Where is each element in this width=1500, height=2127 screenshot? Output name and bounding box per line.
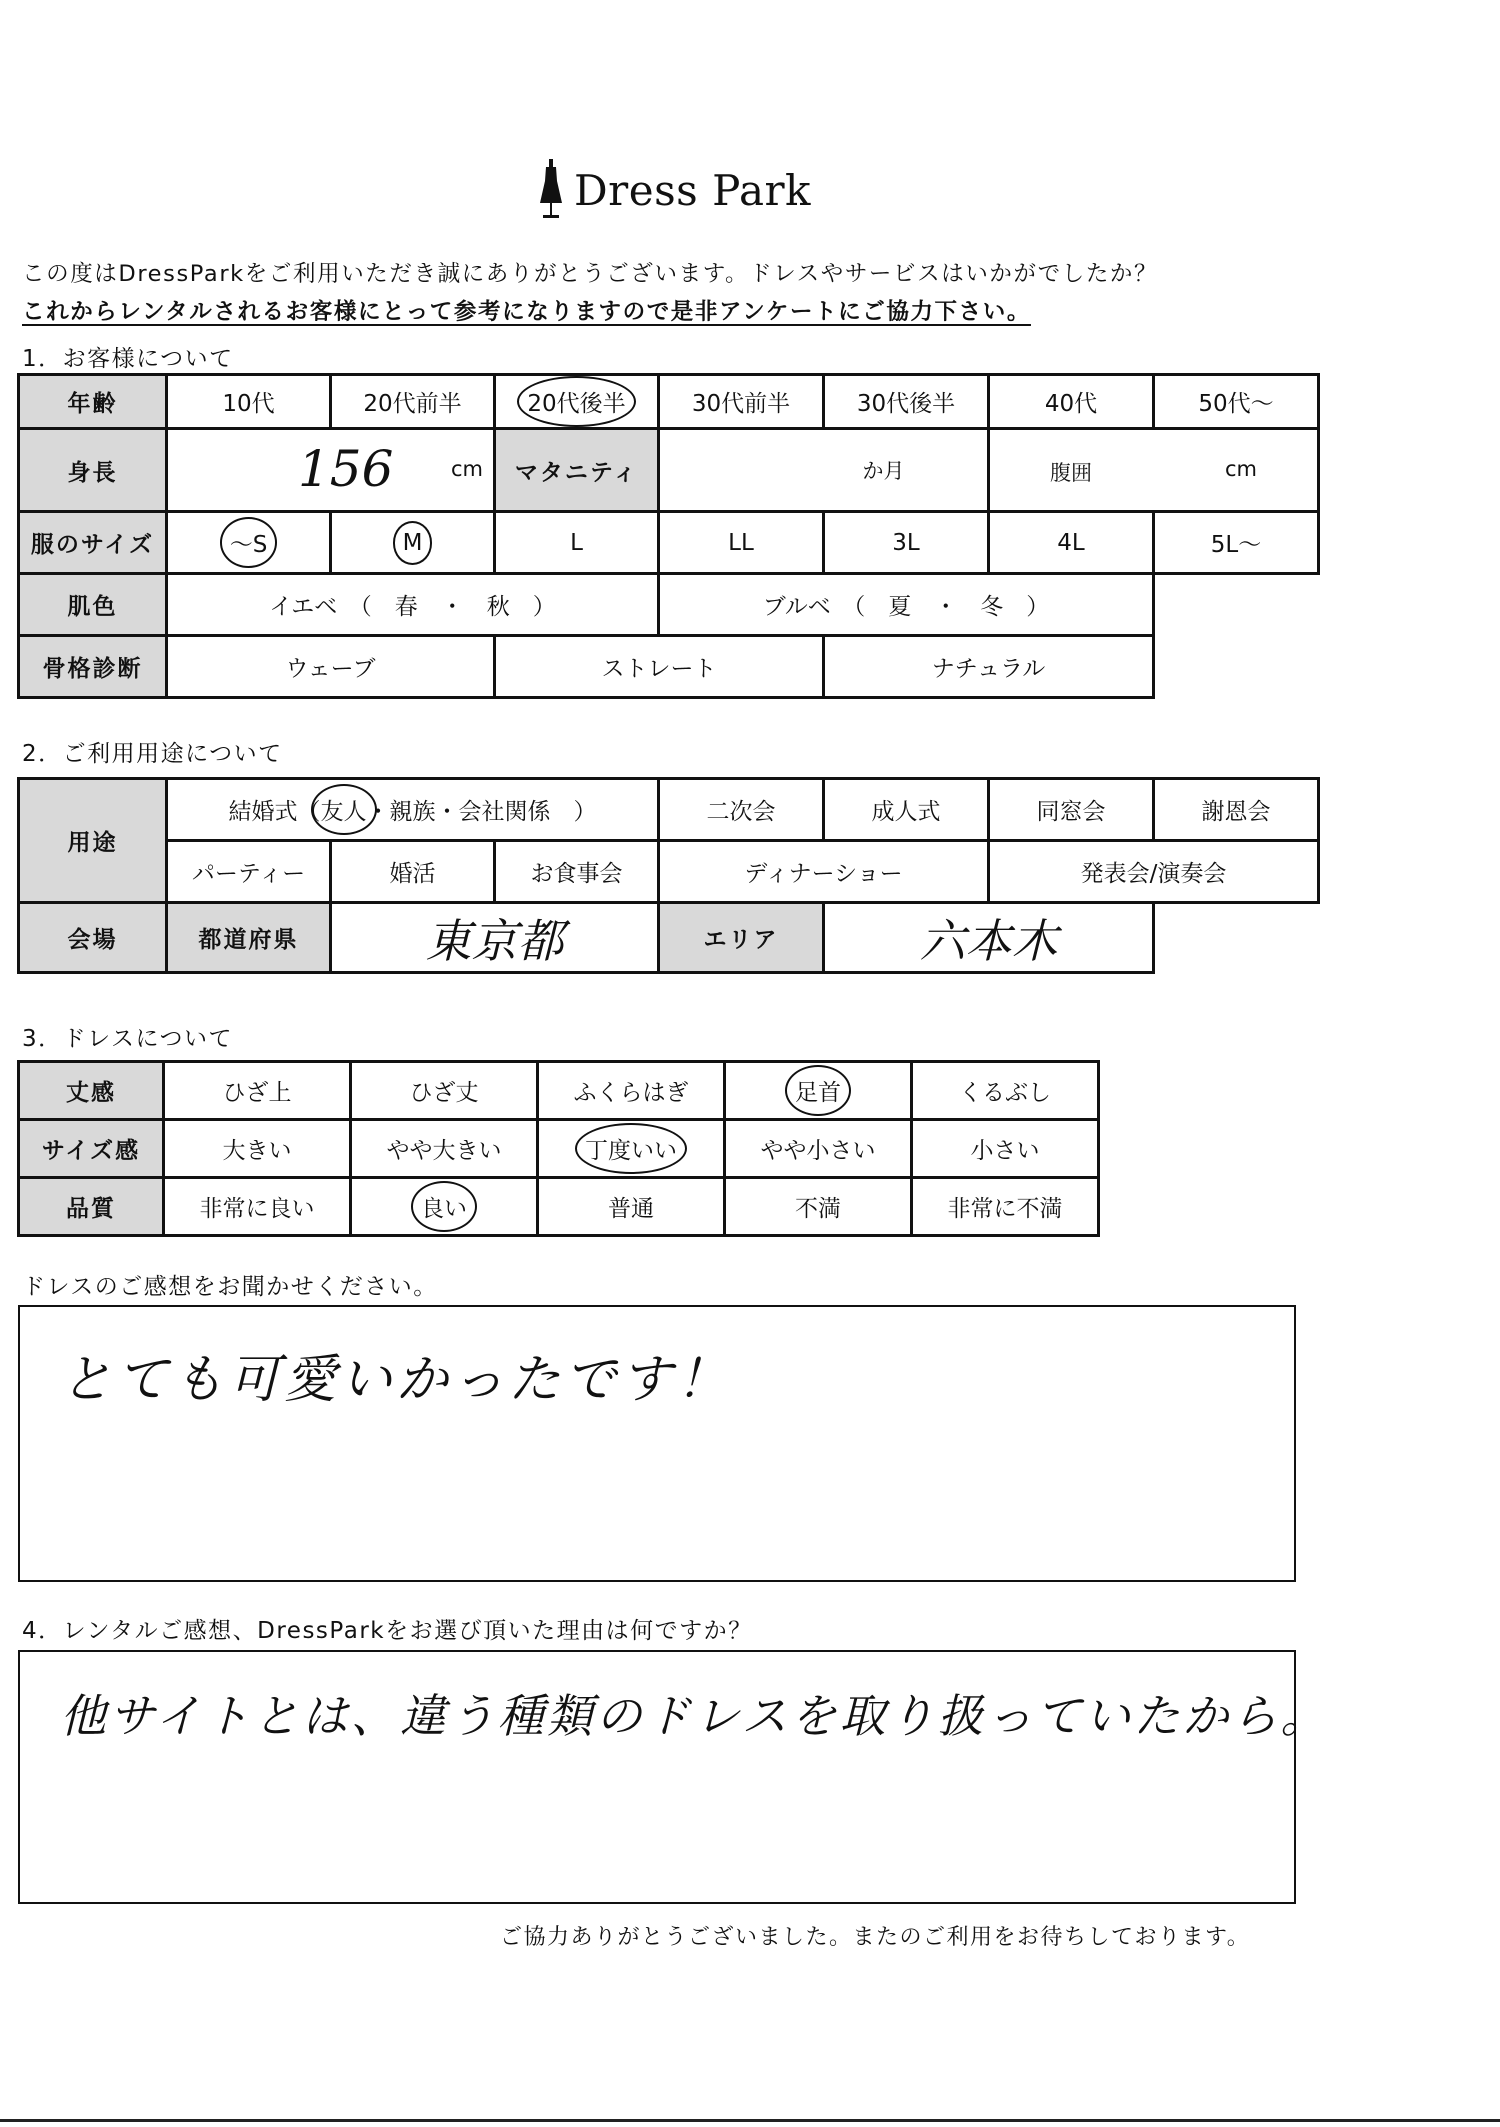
length-option[interactable]: くるぶし [912, 1062, 1099, 1120]
age-option[interactable]: 20代前半 [331, 375, 495, 429]
intro-line-1: この度はDressParkをご利用いただき誠にありがとうございます。ドレスやサービスはいかがでしたか？ [22, 261, 1159, 287]
fit-option[interactable]: 小さい [912, 1120, 1099, 1178]
venue-label: 会場 [19, 903, 167, 973]
selection-circle: 良い [421, 1190, 467, 1223]
age-option[interactable]: 40代 [989, 375, 1154, 429]
maternity-label: マタニティ [495, 429, 659, 512]
waist-label: 腹囲 [1050, 461, 1092, 485]
maternity-months-field[interactable] [659, 429, 989, 512]
intro-line-2: これからレンタルされるお客様にとって参考になりますので是非アンケートにご協力下さい。 [22, 299, 1031, 325]
months-unit: か月 [862, 459, 905, 483]
fit-label: サイズ感 [19, 1120, 164, 1178]
purpose-wedding-option[interactable]: 結婚式（友人・親族・会社関係 ） [167, 779, 659, 841]
footer-message: ご協力ありがとうございました。またのご利用をお待ちしております。 [500, 1925, 1251, 1950]
area-label: エリア [659, 903, 824, 973]
age-option[interactable]: 30代後半 [824, 375, 989, 429]
section-2-title: 2．ご利用用途について [22, 741, 283, 767]
purpose-option[interactable]: 成人式 [824, 779, 989, 841]
size-option[interactable]: L [495, 512, 659, 574]
quality-option[interactable]: 不満 [725, 1178, 912, 1236]
purpose-option[interactable]: お食事会 [495, 841, 659, 903]
section-3-title: 3．ドレスについて [22, 1026, 233, 1052]
reason-answer: 他サイトとは、違う種類のドレスを取り扱っていたから。 [60, 1689, 1330, 1743]
height-unit: cm [450, 457, 483, 481]
height-value: 156 [298, 440, 394, 498]
impressions-answer-box[interactable] [18, 1305, 1296, 1582]
length-option[interactable]: ひざ上 [164, 1062, 351, 1120]
prefecture-value: 東京都 [425, 913, 564, 968]
prefecture-field[interactable] [331, 903, 659, 973]
quality-option[interactable]: 非常に不満 [912, 1178, 1099, 1236]
purpose-option[interactable]: 発表会/演奏会 [989, 841, 1319, 903]
frame-option[interactable]: ストレート [495, 636, 824, 698]
selection-circle: 足首 [795, 1074, 841, 1107]
customer-table [17, 373, 1320, 699]
size-label: 服のサイズ [19, 512, 167, 574]
fit-option[interactable]: 大きい [164, 1120, 351, 1178]
quality-label: 品質 [19, 1178, 164, 1236]
section-4-title: 4．レンタルご感想、DressParkをお選び頂いた理由は何ですか？ [22, 1618, 753, 1644]
age-option[interactable]: 50代～ [1154, 375, 1319, 429]
size-option[interactable]: 3L [824, 512, 989, 574]
age-option[interactable]: 10代 [167, 375, 331, 429]
quality-option[interactable]: 普通 [538, 1178, 725, 1236]
fit-option-selected[interactable] [538, 1120, 725, 1178]
size-option[interactable]: 5L～ [1154, 512, 1319, 574]
height-field[interactable] [167, 429, 495, 512]
brand-name: Dress Park [574, 165, 812, 215]
size-option[interactable]: LL [659, 512, 824, 574]
frame-option[interactable]: ウェーブ [167, 636, 495, 698]
selection-circle: ～S [230, 526, 268, 559]
area-value: 六本木 [919, 913, 1058, 968]
quality-option-selected[interactable] [351, 1178, 538, 1236]
purpose-option[interactable]: ディナーショー [659, 841, 989, 903]
purpose-option[interactable]: 婚活 [331, 841, 495, 903]
length-option[interactable]: ひざ丈 [351, 1062, 538, 1120]
size-option[interactable]: 4L [989, 512, 1154, 574]
selection-circle: 友人 [321, 793, 367, 826]
purpose-option[interactable]: パーティー [167, 841, 331, 903]
section-1-title: 1．お客様について [22, 346, 234, 372]
age-option-selected[interactable] [495, 375, 659, 429]
fit-option[interactable]: やや大きい [351, 1120, 538, 1178]
logo [538, 150, 811, 230]
size-option-selected[interactable] [167, 512, 331, 574]
skin-blue-option[interactable]: ブルベ （ 夏 ・ 冬 ） [659, 574, 1154, 636]
impressions-prompt: ドレスのご感想をお聞かせください。 [22, 1274, 438, 1300]
selection-circle: 丁度いい [585, 1132, 677, 1165]
size-option-selected[interactable] [331, 512, 495, 574]
skin-label: 肌色 [19, 574, 167, 636]
fit-option[interactable]: やや小さい [725, 1120, 912, 1178]
reason-answer-box[interactable] [18, 1650, 1330, 1904]
length-label: 丈感 [19, 1062, 164, 1120]
selection-circle: M [402, 529, 423, 556]
scan-edge-line [0, 2119, 1500, 2122]
dress-table [17, 1060, 1100, 1237]
height-label: 身長 [19, 429, 167, 512]
frame-option[interactable]: ナチュラル [824, 636, 1154, 698]
frame-label: 骨格診断 [19, 636, 167, 698]
age-label: 年齢 [19, 375, 167, 429]
selection-circle: 20代後半 [527, 385, 625, 418]
length-option[interactable]: ふくらはぎ [538, 1062, 725, 1120]
skin-yellow-option[interactable]: イエベ （ 春 ・ 秋 ） [167, 574, 659, 636]
dress-icon [538, 159, 564, 221]
impressions-answer: とても可愛いかったです！ [60, 1350, 733, 1410]
purpose-option[interactable]: 二次会 [659, 779, 824, 841]
waist-unit: cm [1224, 457, 1257, 481]
quality-option[interactable]: 非常に良い [164, 1178, 351, 1236]
purpose-table [17, 777, 1320, 974]
waist-field[interactable] [989, 429, 1319, 512]
purpose-option[interactable]: 謝恩会 [1154, 779, 1319, 841]
length-option-selected[interactable] [725, 1062, 912, 1120]
purpose-label: 用途 [19, 779, 167, 903]
area-field[interactable] [824, 903, 1154, 973]
purpose-option[interactable]: 同窓会 [989, 779, 1154, 841]
prefecture-label: 都道府県 [167, 903, 331, 973]
age-option[interactable]: 30代前半 [659, 375, 824, 429]
